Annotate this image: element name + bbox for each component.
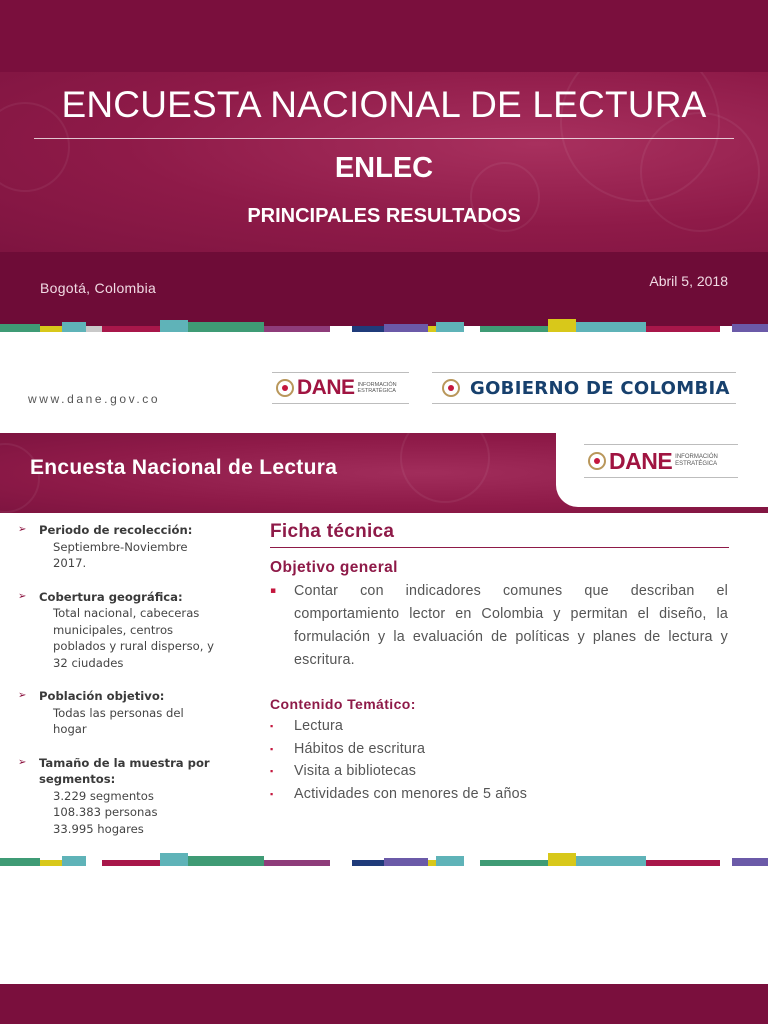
acronym-title: ENLEC bbox=[334, 152, 434, 184]
slide2-title: Encuesta Nacional de Lectura bbox=[30, 456, 338, 479]
technical-details-list bbox=[18, 522, 246, 854]
gobierno-wordmark: GOBIERNO DE COLOMBIA bbox=[470, 377, 730, 399]
location-text: Bogotá, Colombia bbox=[40, 280, 157, 296]
dane-tagline bbox=[675, 454, 718, 468]
list-item: ▪ Actividades con menores de 5 años bbox=[270, 783, 527, 806]
dane-tagline-line1: INFORMACIÓN bbox=[357, 382, 397, 388]
next-slide-band bbox=[0, 984, 768, 1024]
detail-value: Total nacional, cabeceras bbox=[53, 606, 200, 620]
content-list bbox=[270, 715, 527, 806]
objective-text: Contar con indicadores comunes que describan el comportamiento lector en Colombia y permitan el diseño, la formulación y la evaluación de políticas y planes de lectura y escritura. bbox=[294, 583, 728, 668]
detail-value: poblados y rural disperso, y bbox=[53, 639, 214, 653]
dane-wordmark: DANE bbox=[609, 447, 673, 474]
detail-value: municipales, centros bbox=[53, 622, 174, 637]
objective-heading: Objetivo general bbox=[270, 559, 398, 576]
dane-logo bbox=[272, 372, 409, 404]
detail-item bbox=[18, 688, 246, 738]
dane-tagline-line1: INFORMACIÓN bbox=[675, 454, 718, 460]
gobierno-colombia-logo bbox=[432, 372, 736, 404]
list-item: ▪ Visita a bibliotecas bbox=[270, 760, 527, 783]
detail-heading: ➢ Cobertura geográfica: bbox=[39, 589, 183, 604]
dane-logo-small bbox=[584, 444, 738, 478]
detail-value: Septiembre-Noviembre bbox=[53, 539, 188, 554]
website-link[interactable]: www.dane.gov.co bbox=[28, 392, 161, 406]
title-divider bbox=[34, 138, 734, 139]
detail-value: hogar bbox=[53, 722, 87, 736]
detail-value: 3.229 segmentos bbox=[53, 788, 154, 803]
detail-heading: ➢ Tamaño de la muestra por segmentos: bbox=[39, 755, 210, 786]
slide1-top-band bbox=[0, 0, 768, 72]
subtitle: PRINCIPALES RESULTADOS bbox=[247, 205, 521, 227]
list-item: ▪ Hábitos de escritura bbox=[270, 738, 527, 761]
colombia-seal-icon bbox=[588, 452, 606, 470]
dane-tagline bbox=[358, 382, 397, 394]
dane-tagline-line2: ESTRATÉGICA bbox=[357, 388, 396, 394]
detail-item bbox=[18, 589, 246, 672]
detail-value: 108.383 personas bbox=[53, 805, 158, 819]
detail-heading: ➢ Periodo de recolección: bbox=[39, 523, 193, 537]
date-text: Abril 5, 2018 bbox=[649, 273, 728, 289]
detail-heading: ➢ Población objetivo: bbox=[39, 689, 165, 703]
detail-item bbox=[18, 522, 246, 572]
detail-value: 2017. bbox=[53, 556, 87, 570]
decorative-circle bbox=[400, 433, 490, 503]
dane-wordmark: DANE bbox=[297, 376, 355, 399]
content-heading: Contenido Temático: bbox=[270, 696, 416, 712]
colombia-seal-icon bbox=[276, 379, 294, 397]
list-item: ▪ Lectura bbox=[270, 715, 527, 738]
detail-value: 33.995 hogares bbox=[53, 821, 144, 836]
detail-value: 32 ciudades bbox=[53, 655, 124, 670]
detail-value: Todas las personas del bbox=[53, 705, 184, 720]
section-title: Ficha técnica bbox=[270, 521, 395, 542]
dane-tagline-line2: ESTRATÉGICA bbox=[675, 461, 718, 467]
detail-item bbox=[18, 755, 246, 838]
main-title: ENCUESTA NACIONAL DE LECTURA bbox=[61, 84, 707, 125]
colombia-seal-icon bbox=[442, 379, 460, 397]
bullet-icon: ▪ bbox=[270, 586, 277, 596]
section-divider bbox=[270, 547, 729, 548]
